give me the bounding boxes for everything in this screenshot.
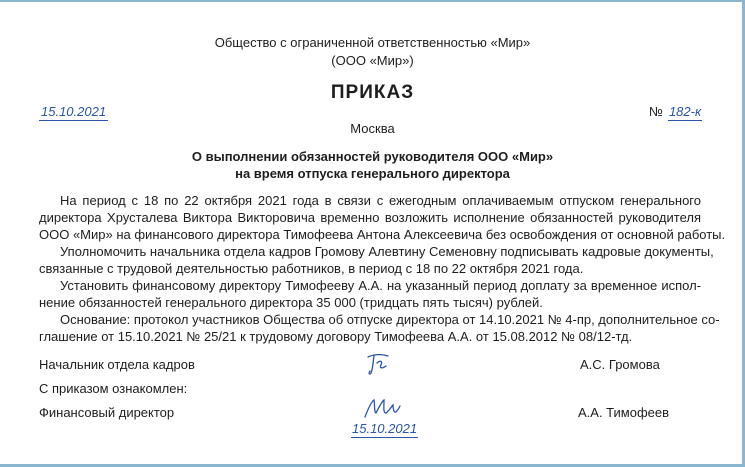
acknowledgement-date: 15.10.2021 [352,421,418,436]
body-line: директора Хрусталева Виктора Викторовича временно возложить исполнение обязанностей руководителя [39,210,701,225]
city: Москва [350,121,395,136]
finance-director-title: Финансовый директор [39,405,175,420]
page-border-top [0,0,745,2]
acknowledgement-label: С приказом ознакомлен: [39,381,188,396]
hr-head-title: Начальник отдела кадров [39,357,195,372]
body-line: нение обязанностей генерального директора 35 000 (тридцать пять тысяч) рублей. [39,295,543,310]
finance-director-signature [362,395,402,423]
organization-full-name: Общество с ограниченной ответственностью «Мир» [214,35,531,50]
body-line: Установить финансовому директору Тимофееву А.А. на указанный период доплату за временное испол- [60,278,701,293]
order-date: 15.10.2021 [41,104,107,119]
subject-line-1: О выполнении обязанностей руководителя ООО «Мир» [191,149,554,164]
body-line: Основание: протокол участников Общества об отпуске директора от 14.10.2021 № 4-пр, дополнительное со- [60,312,720,327]
body-line: Уполномочить начальника отдела кадров Громову Алевтину Семеновну подписывать кадровые документы, [60,244,714,259]
order-body [39,192,726,345]
order-number-field [649,104,702,121]
subject-line-2: на время отпуска генерального директора [235,166,510,181]
order-number: 182-к [668,104,702,119]
body-line: глашение от 15.10.2021 № 25/21 к трудовому договору Тимофеева А.А. от 15.08.2012 № 08/12-тд. [39,329,633,344]
number-sign: № [649,104,663,119]
hr-head-name: А.С. Громова [580,357,660,372]
document-title: ПРИКАЗ [330,82,415,103]
body-line: На период с 18 по 22 октября 2021 года в связи с ежегодным оплачиваемым отпуском генерального [60,193,701,208]
body-line: связанные с трудовой деятельностью работников, в период с 18 по 22 октября 2021 года. [39,261,584,276]
body-line: ООО «Мир» на финансового директора Тимофеева Антона Алексеевича без освобождения от основной работы. [39,227,726,242]
hr-head-signature [364,351,394,377]
organization-short-name: (ООО «Мир») [331,53,414,68]
finance-director-name: А.А. Тимофеев [578,405,670,420]
